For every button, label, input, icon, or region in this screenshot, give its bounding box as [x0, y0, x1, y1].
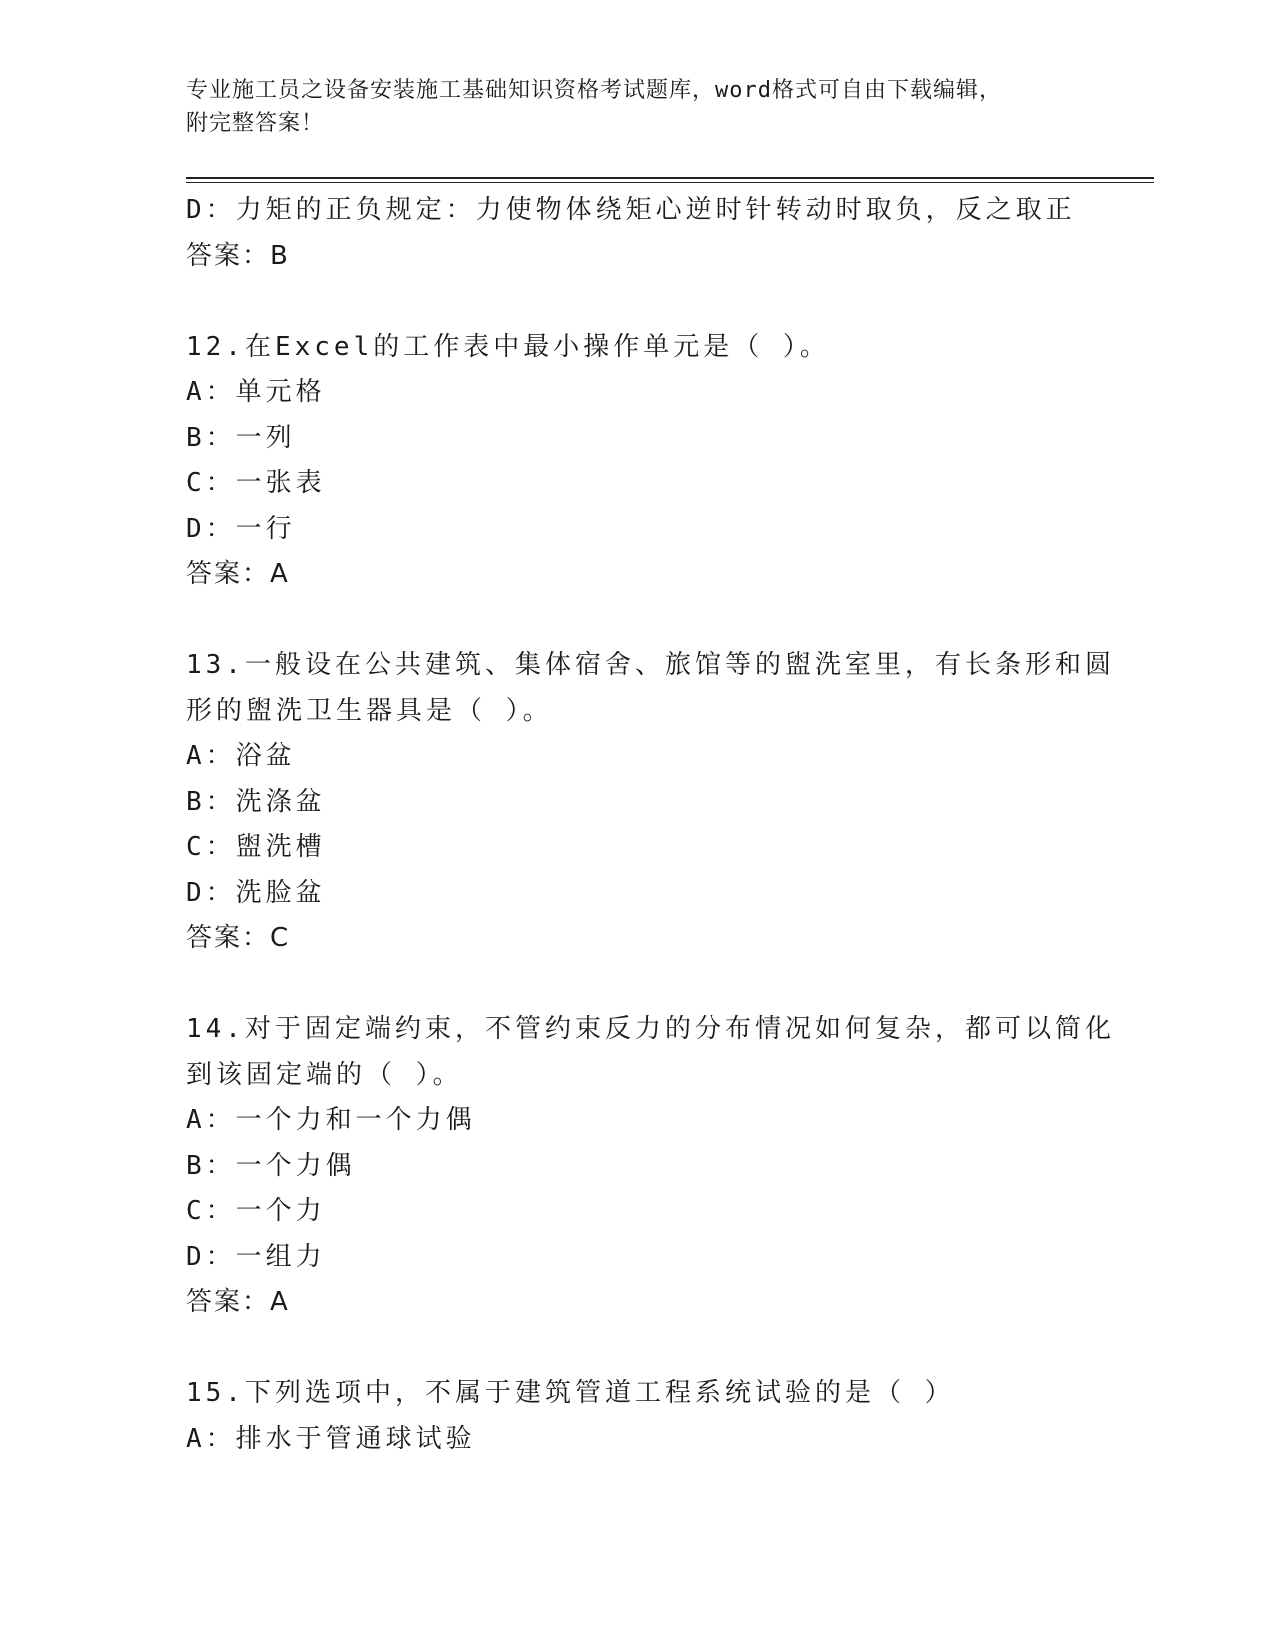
option-a: A：排水于管通球试验: [186, 1423, 476, 1454]
answer-line: 答案：C: [186, 923, 291, 953]
answer-line: 答案：A: [186, 559, 290, 589]
spacer: [186, 598, 1086, 644]
option-b: B：洗涤盆: [186, 786, 326, 817]
option-c: C：盥洗槽: [186, 832, 326, 862]
question-stem: 14.对于固定端约束，不管约束反力的分布情况如何复杂，都可以简化: [186, 1014, 1115, 1044]
spacer: [186, 962, 1086, 1008]
question-14: [186, 1007, 1115, 1326]
option-a: A：一个力和一个力偶: [186, 1105, 476, 1135]
prev-question-option-d: D：力矩的正负规定：力使物体绕矩心逆时针转动时取负，反之取正: [186, 195, 1076, 225]
question-stem: 12.在Excel的工作表中最小操作单元是（ ）。: [186, 331, 830, 362]
header-divider-thick: [186, 177, 1154, 179]
option-a: A：浴盆: [186, 741, 296, 771]
question-stem-continued: 到该固定端的（ ）。: [186, 1059, 463, 1090]
option-b: B：一个力偶: [186, 1150, 356, 1181]
question-stem: 13.一般设在公共建筑、集体宿舍、旅馆等的盥洗室里，有长条形和圆: [186, 650, 1115, 680]
option-a: A：单元格: [186, 377, 326, 407]
option-d: D：洗脸盆: [186, 877, 326, 908]
header-title-line-1: 专业施工员之设备安装施工基础知识资格考试题库，word格式可自由下载编辑，: [186, 78, 1002, 103]
option-c: C：一张表: [186, 468, 326, 498]
option-d: D：一行: [186, 513, 296, 544]
option-d: D：一组力: [186, 1241, 326, 1272]
question-12: [186, 325, 1086, 598]
header-divider-thin: [186, 182, 1154, 183]
question-stem: 15.下列选项中，不属于建筑管道工程系统试验的是（ ）: [186, 1378, 955, 1408]
header-title-line-2: 附完整答案！: [186, 111, 325, 136]
prev-question-answer: 答案：B: [186, 240, 290, 271]
page-header: [186, 74, 1086, 140]
option-c: C：一个力: [186, 1196, 326, 1226]
question-13: [186, 643, 1115, 962]
question-stem-continued: 形的盥洗卫生器具是（ ）。: [186, 695, 553, 726]
question-body: [186, 188, 1115, 1462]
answer-line: 答案：A: [186, 1287, 290, 1317]
spacer: [186, 1326, 1086, 1372]
question-15: [186, 1371, 1086, 1462]
option-b: B：一列: [186, 422, 296, 453]
spacer: [186, 279, 1086, 325]
